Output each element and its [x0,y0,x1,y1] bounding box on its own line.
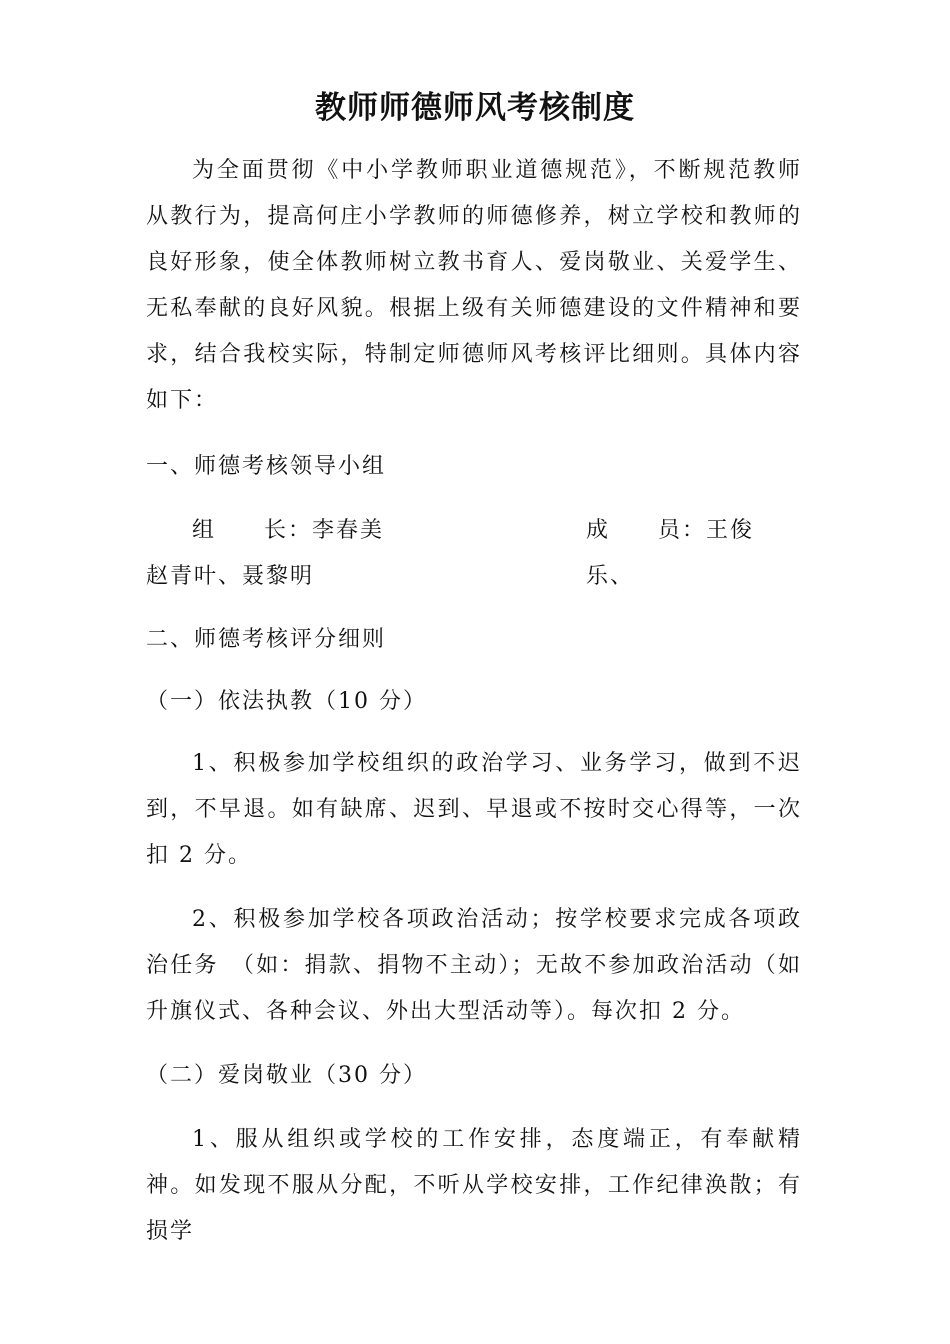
leader-name: 李春美 [312,518,385,543]
document-title: 教师师德师风考核制度 [315,90,635,126]
members-rest: 赵青叶、聂黎明 [146,564,315,589]
sub1-heading: （一）依法执教（10 分） [146,689,427,714]
members-first: 王俊乐、 [586,518,755,589]
members-label: 成 员： [586,518,707,543]
section1-heading: 一、师德考核领导小组 [146,454,387,479]
leader-label: 组 长： [192,518,313,543]
sub1-item2: 2、积极参加学校各项政治活动；按学校要求完成各项政治任务 （如：捐款、捐物不主动）；无故不参加政治活动（如升旗仪式、各种会议、外出大型活动等）。每次扣 2 分。 [146,907,802,1024]
sub1-item1: 1、积极参加学校组织的政治学习、业务学习，做到不迟到，不早退。如有缺席、迟到、早退或不按时交心得等，一次扣 2 分。 [146,751,802,868]
leader-entry [192,508,384,554]
sub2-item1: 1、服从组织或学校的工作安排，态度端正，有奉献精神。如发现不服从分配，不听从学校安排，工作纪律涣散；有损学 [146,1127,802,1244]
sub2-heading: （二）爱岗敬业（30 分） [146,1063,427,1088]
section2-heading: 二、师德考核评分细则 [146,627,387,652]
intro-paragraph: 为全面贯彻《中小学教师职业道德规范》，不断规范教师从教行为，提高何庄小学教师的师德修养，树立学校和教师的良好形象，使全体教师树立教书育人、爱岗敬业、关爱学生、无私奉献的良好风貌。根据上级有关师德建设的文件精神和要求，结合我校实际，特制定师德师风考核评比细则。具体内容如下： [146,158,802,413]
members-entry [586,508,802,600]
